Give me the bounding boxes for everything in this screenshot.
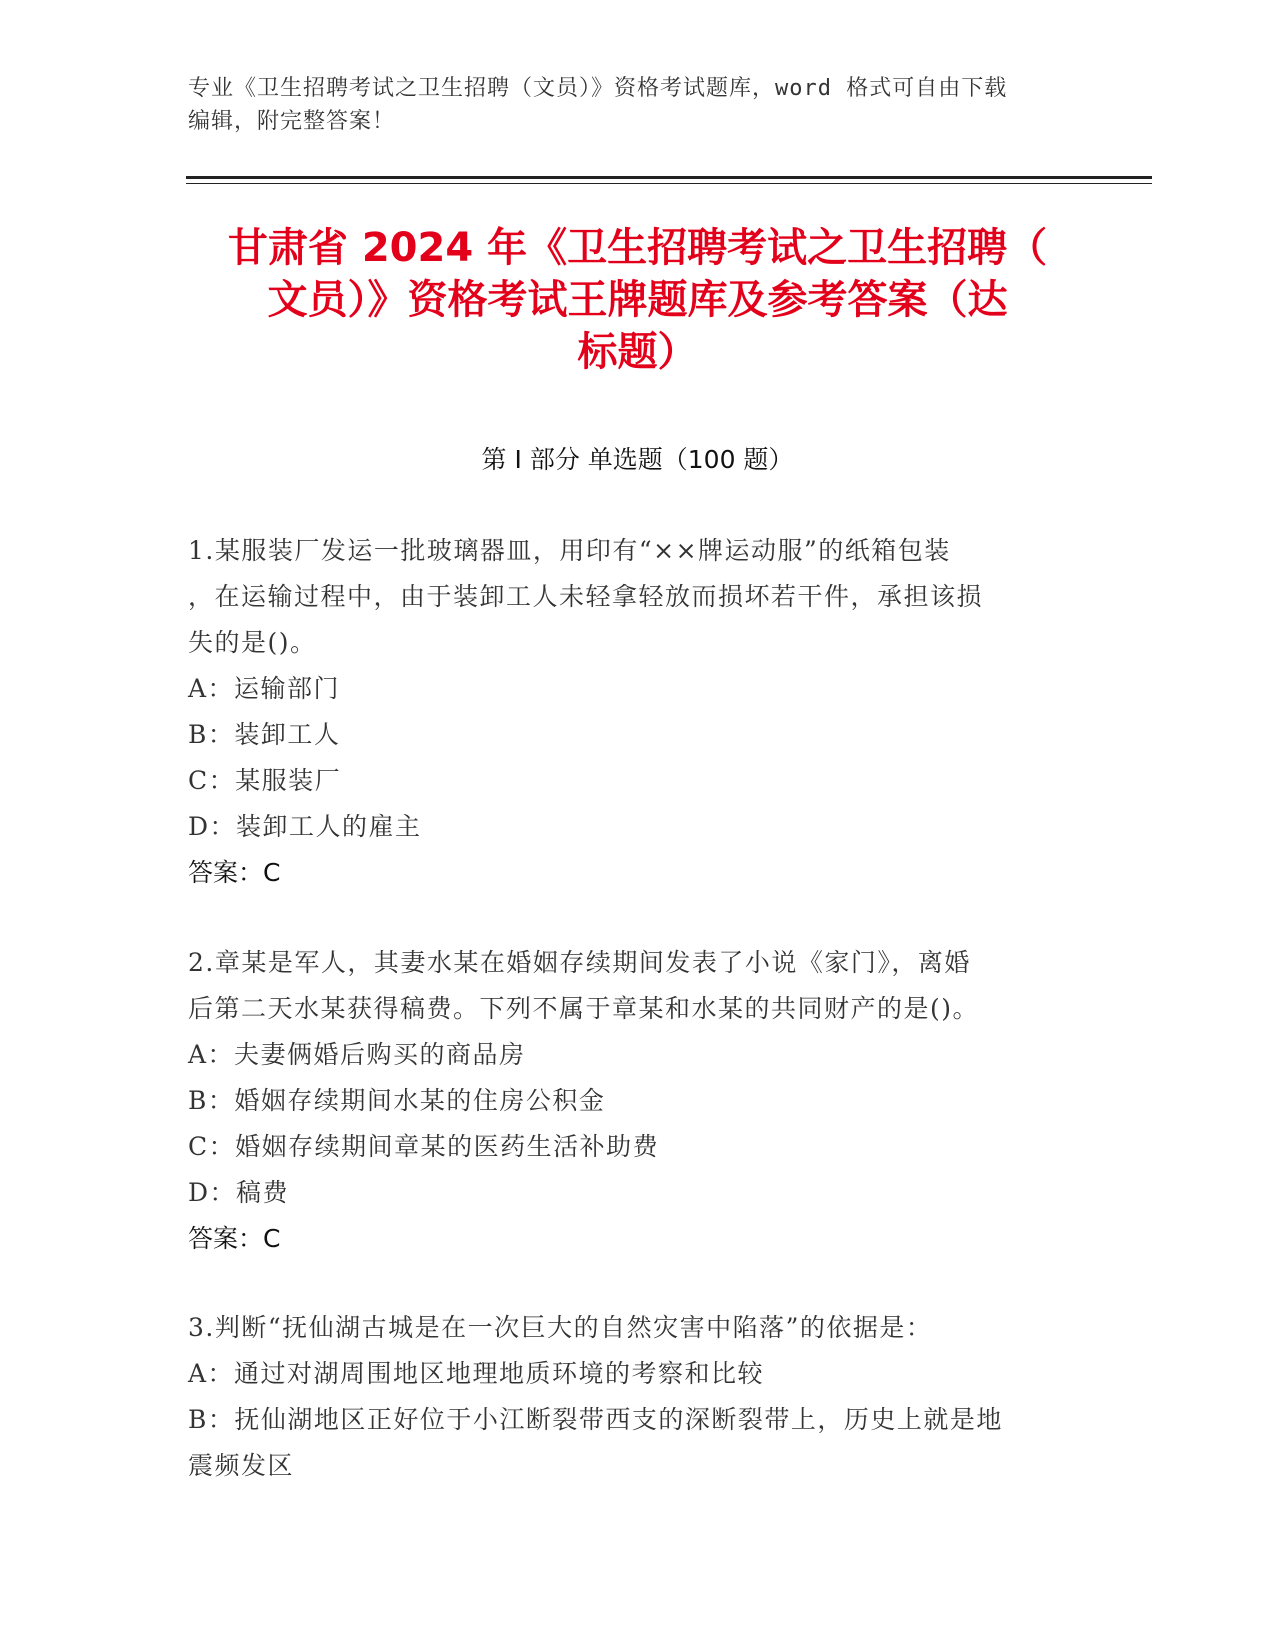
question-text: 2.章某是军人，其妻水某在婚姻存续期间发表了小说《家门》，离婚 (188, 948, 971, 977)
option-a: A：运输部门 (188, 674, 341, 703)
option-b: B：装卸工人 (188, 720, 341, 749)
question-text: 3.判断“抚仙湖古城是在一次巨大的自然灾害中陷落”的依据是： (188, 1313, 933, 1342)
header-divider-thin (186, 183, 1152, 184)
title-line: 文员）》资格考试王牌题库及参考答案（达 (267, 277, 1008, 323)
question-item (188, 940, 1068, 1262)
section-title: 第 I 部分 单选题（100 题） (481, 445, 794, 474)
document-title (180, 222, 1095, 378)
title-line: 标题） (577, 329, 698, 375)
question-item (188, 1305, 1068, 1489)
option-b: B：抚仙湖地区正好位于小江断裂带西支的深断裂带上，历史上就是地 (188, 1405, 1003, 1434)
option-d: D：装卸工人的雇主 (188, 812, 422, 841)
option-a: A：通过对湖周围地区地理地质环境的考察和比较 (188, 1359, 765, 1388)
option-b: B：婚姻存续期间水某的住房公积金 (188, 1086, 606, 1115)
option-c: C：某服装厂 (188, 766, 342, 795)
header-divider (186, 176, 1152, 179)
question-text: 1.某服装厂发运一批玻璃器皿，用印有“××牌运动服”的纸箱包装 (188, 536, 951, 565)
question-text: ，在运输过程中，由于装卸工人未轻拿轻放而损坏若干件，承担该损 (188, 582, 984, 611)
title-line: 甘肃省 2024 年《卫生招聘考试之卫生招聘（ (227, 225, 1048, 271)
question-item (188, 528, 1068, 896)
question-text: 失的是()。 (188, 628, 317, 657)
question-text: 后第二天水某获得稿费。下列不属于章某和水某的共同财产的是()。 (188, 994, 980, 1023)
header-note (188, 72, 1068, 138)
option-d: D：稿费 (188, 1178, 290, 1207)
option-a: A：夫妻俩婚后购买的商品房 (188, 1040, 526, 1069)
option-b-continued: 震频发区 (188, 1451, 295, 1480)
header-note-line: 专业《卫生招聘考试之卫生招聘（文员）》资格考试题库，word 格式可自由下载 (188, 76, 1008, 101)
header-note-line: 编辑，附完整答案！ (188, 109, 396, 134)
option-c: C：婚姻存续期间章某的医药生活补助费 (188, 1132, 660, 1161)
answer-label: 答案：C (188, 858, 281, 887)
answer-label: 答案：C (188, 1224, 281, 1253)
